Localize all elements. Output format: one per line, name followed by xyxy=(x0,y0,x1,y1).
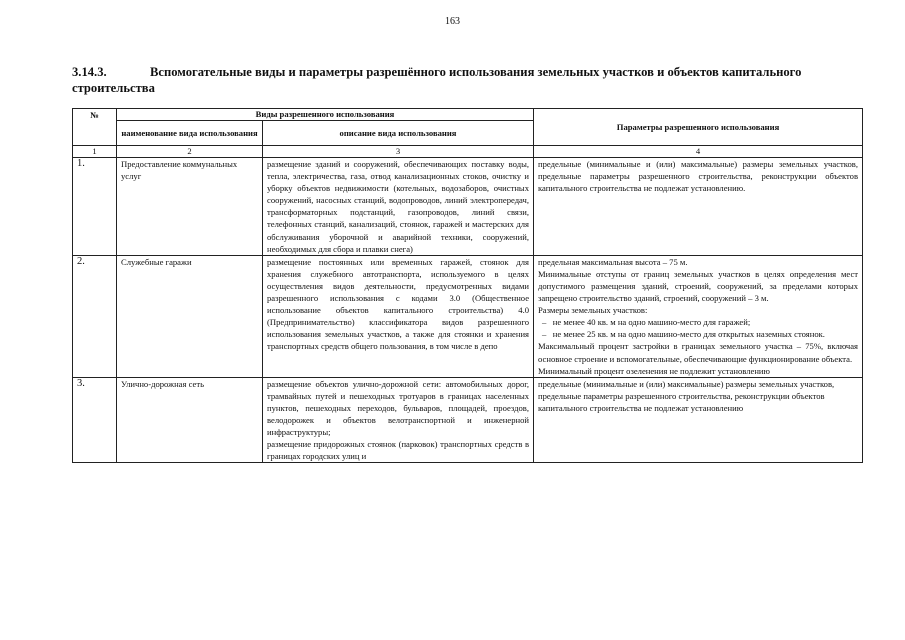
land-use-table xyxy=(72,108,863,463)
row-number: 3. xyxy=(73,377,117,463)
row-number: 2. xyxy=(73,255,117,377)
param-line: Размеры земельных участков: xyxy=(538,305,648,316)
index-cell: 4 xyxy=(534,146,863,158)
param-line: Максимальный процент застройки в границах земельного участка – 75%, включая основное строение и вспомогательные, обеспечивающие функционирование объекта. xyxy=(538,341,859,364)
index-cell: 1 xyxy=(73,146,117,158)
header-group: Виды разрешенного использования xyxy=(117,109,534,121)
row-params xyxy=(534,255,863,377)
param-line: Минимальные отступы от границ земельных участков в целях определения мест допустимого размещения зданий, строений, сооружений, за пределами которых запрещено строительство зданий, строений, сооружений – 3 м. xyxy=(538,268,859,304)
row-name: Улично-дорожная сеть xyxy=(117,377,263,463)
row-description: размещение постоянных или временных гаражей, стоянок для хранения служебного автотранспорта, используемого в целях осуществления видов деятельности, предусмотренных видами разрешенного использования с кодами 3.0 (Общественное использование объектов капитального строительства) 4.0 (Предпринимательство) классификатора видов разрешенного использования земельных участков, а также для стоянки и хранения транспортных средств общего пользования, в том числе в депо xyxy=(263,255,534,377)
header-params: Параметры разрешенного использования xyxy=(534,109,863,146)
table-row xyxy=(73,255,863,377)
row-name: Предоставление коммунальных услуг xyxy=(117,158,263,256)
index-row xyxy=(73,146,863,158)
param-item-text: не менее 40 кв. м на одно машино-место для гаражей; xyxy=(552,317,751,328)
description-line: размещение придорожных стоянок (парковок) транспортных средств в границах городских улиц и xyxy=(267,439,530,462)
param-line: Минимальный процент озеленения не подлежит установлению xyxy=(538,365,770,376)
row-number: 1. xyxy=(73,158,117,256)
header-description: описание вида использования xyxy=(263,121,534,146)
section-number: 3.14.3. xyxy=(72,65,107,79)
param-line: предельная максимальная высота – 75 м. xyxy=(538,256,688,267)
row-description xyxy=(263,377,534,463)
page-number: 163 xyxy=(445,16,460,27)
row-params: предельные (минимальные и (или) максимальные) размеры земельных участков, предельные параметры разрешенного строительства, реконструкции объектов капитального строительства не подлежат установлению. xyxy=(534,158,863,256)
header-name: наименование вида использования xyxy=(117,121,263,146)
row-name: Служебные гаражи xyxy=(117,255,263,377)
section-heading xyxy=(72,64,862,96)
param-item-text: не менее 25 кв. м на одно машино-место для открытых наземных стоянок. xyxy=(552,329,825,340)
row-params: предельные (минимальные и (или) максимальные) размеры земельных участков, предельные параметры разрешенного строительства, реконструкции объектов капитального строительства не подлежат установлению xyxy=(534,377,863,463)
row-description: размещение зданий и сооружений, обеспечивающих поставку воды, тепла, электричества, газа, отвод канализационных стоков, очистку и уборку объектов недвижимости (котельных, водозаборов, очистных сооружений, насосных станций, водопроводов, линий электропередач, трансформаторных подстанций, газопроводов, линий связи, телефонных станций, канализаций, стоянок, гаражей и мастерских для обслуживания уборочной и аварийной техники, сооружений, необходимых для сбора и плавки снега) xyxy=(263,158,534,256)
param-list-item: – не менее 40 кв. м на одно машино-место для гаражей; xyxy=(542,317,751,328)
table-row xyxy=(73,377,863,463)
description-line: размещение объектов улично-дорожной сети: автомобильных дорог, трамвайных путей и пешеходных тротуаров в границах населенных пунктов, пешеходных переходов, бульваров, площадей, проездов, велодорожек и объектов велотранспортной и инженерной инфраструктуры; xyxy=(267,378,530,438)
header-row-1 xyxy=(73,109,863,121)
index-cell: 3 xyxy=(263,146,534,158)
param-list-item: – не менее 25 кв. м на одно машино-место для открытых наземных стоянок. xyxy=(542,329,825,340)
section-title: Вспомогательные виды и параметры разрешённого использования земельных участков и объектов капитального строительства xyxy=(72,65,802,95)
header-no: № xyxy=(73,109,117,146)
table-row xyxy=(73,158,863,256)
index-cell: 2 xyxy=(117,146,263,158)
